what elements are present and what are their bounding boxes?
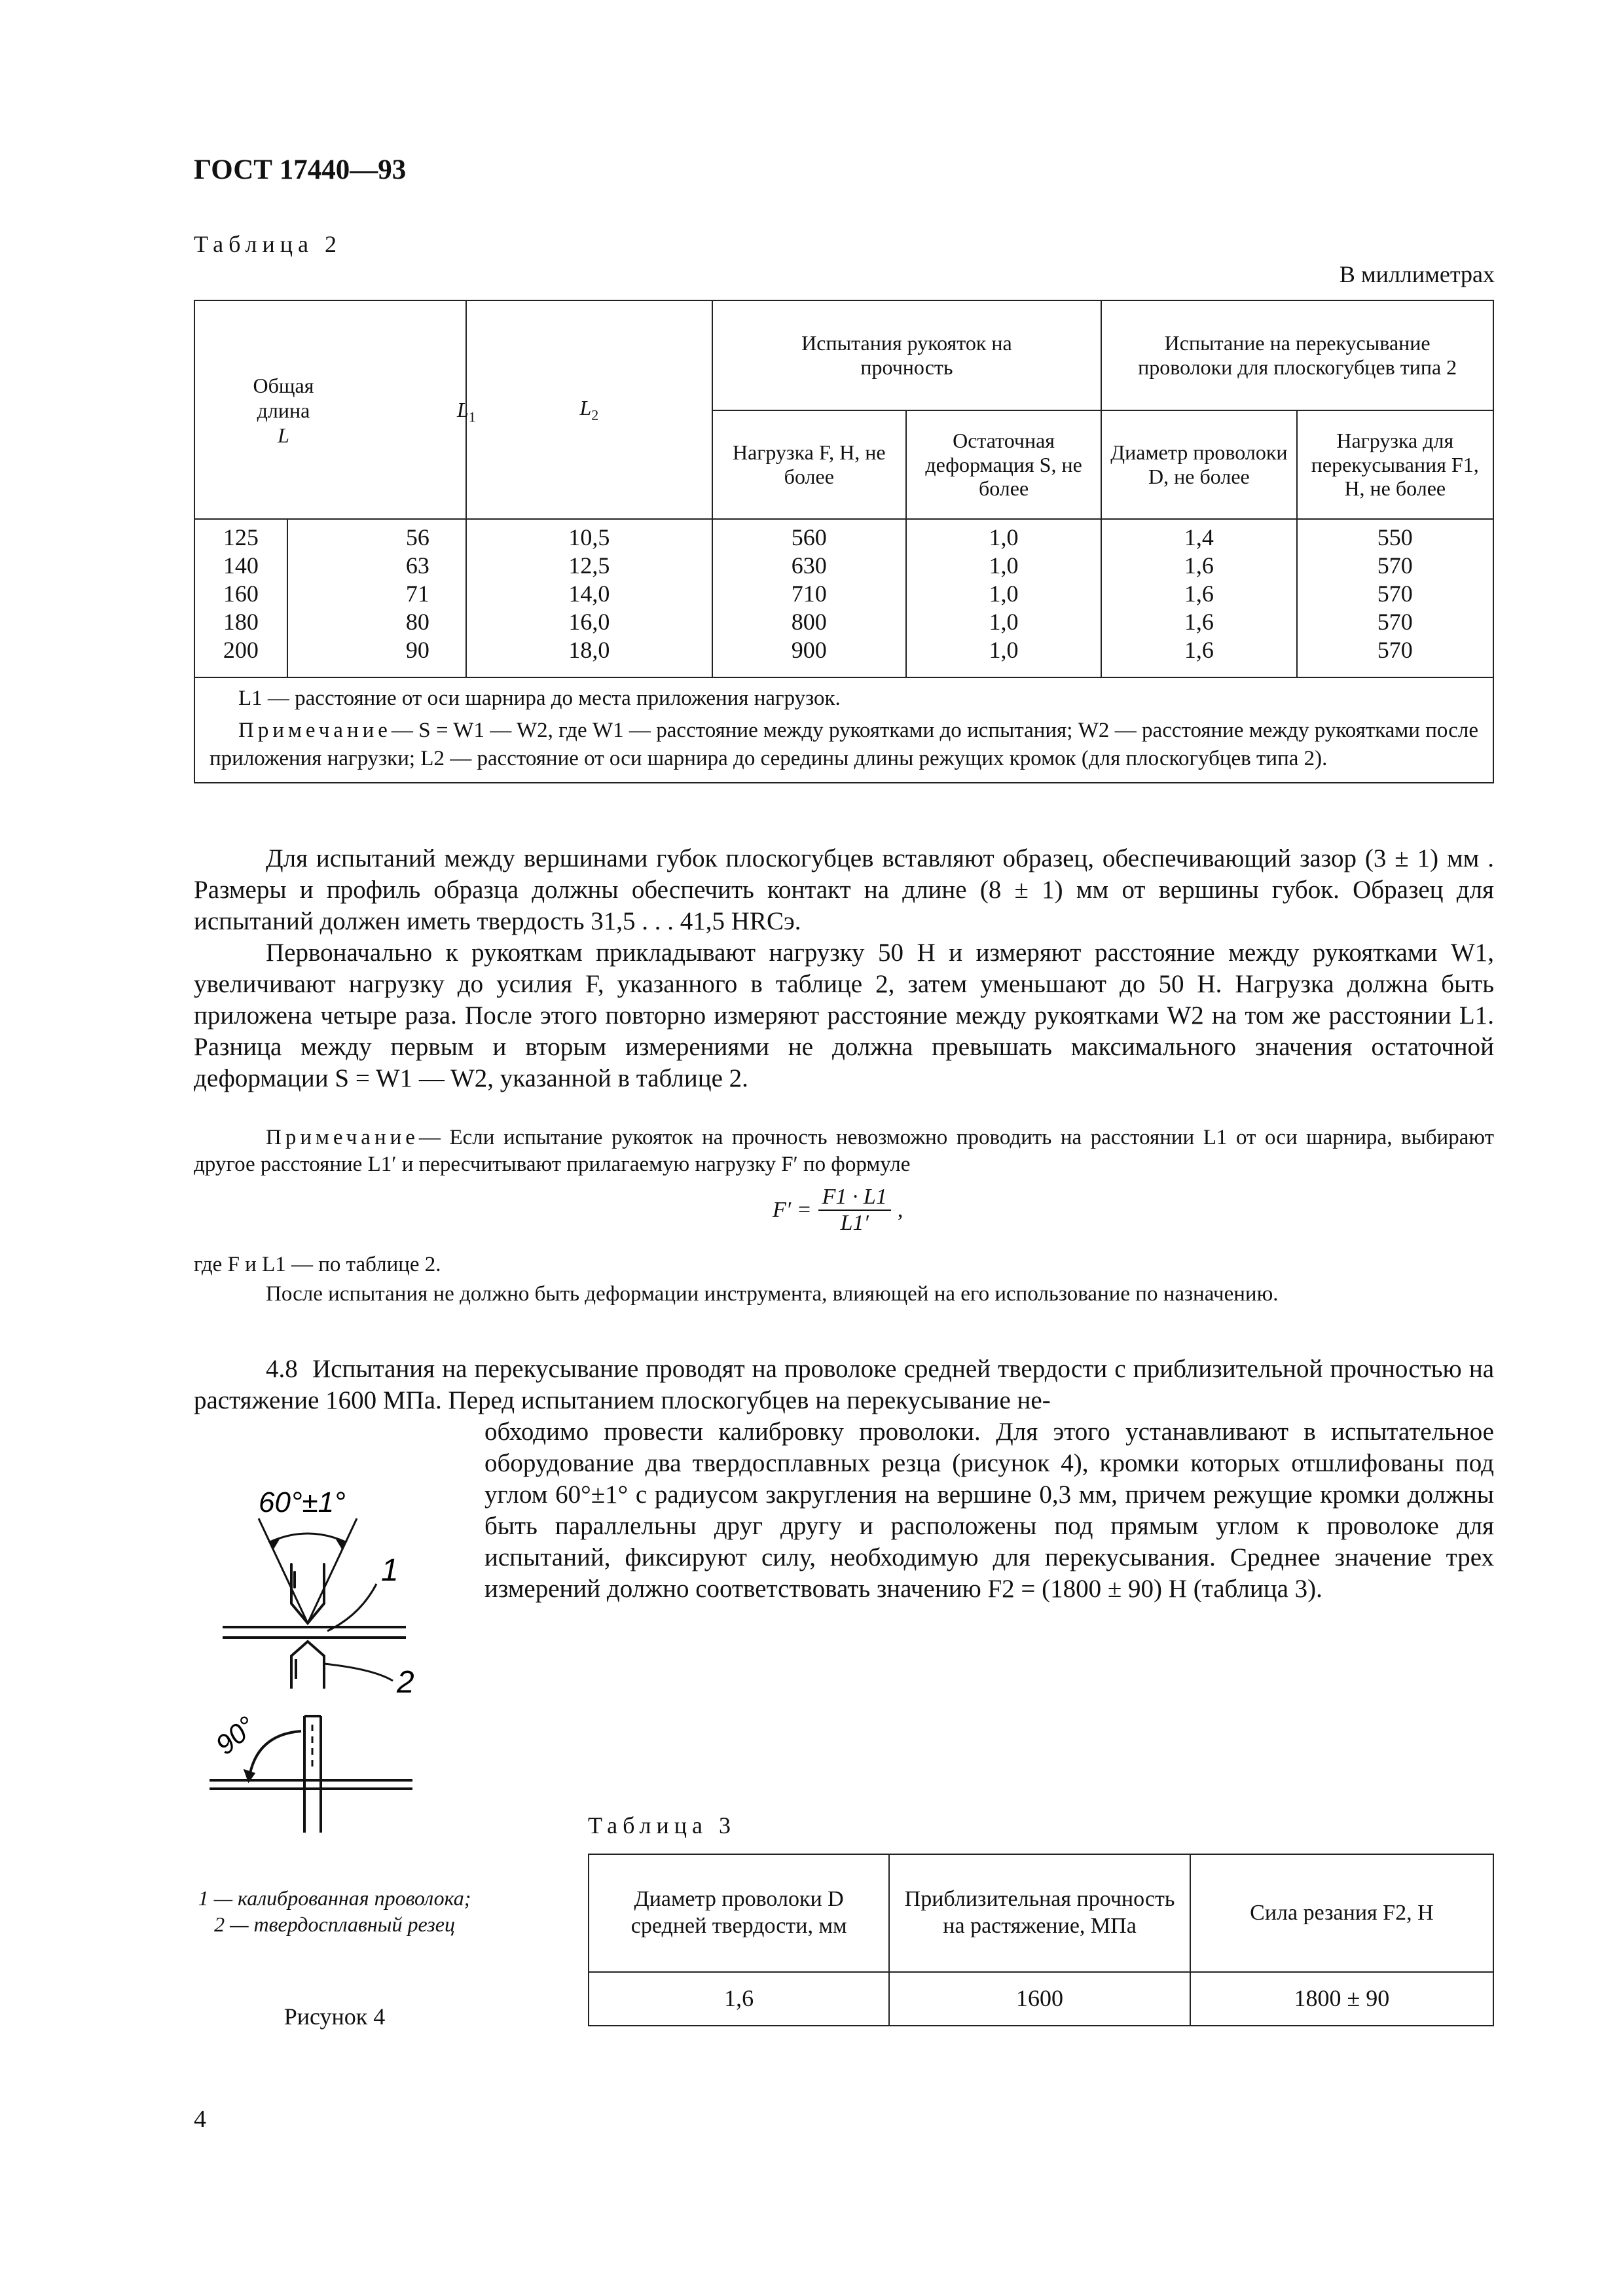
wire xyxy=(223,1627,406,1638)
cell: 200 xyxy=(223,637,259,663)
cell: 1,0 xyxy=(989,609,1019,635)
cell: 900 xyxy=(791,637,827,663)
cell: 12,5 xyxy=(568,552,610,579)
cell: 71 xyxy=(405,581,429,607)
cell: 1,6 xyxy=(1184,581,1214,607)
cell: 10,5 xyxy=(568,524,610,550)
cell: 710 xyxy=(791,581,827,607)
cell: 1,6 xyxy=(1184,552,1214,579)
table3-caption: Таблица 3 xyxy=(588,1812,736,1839)
paragraph-4-8: 4.8 Испытания на перекусывание проводят на проволоке средней твердости с приблизительной прочностью на растяжение 1600 МПа. Перед испытанием плоскогубцев на перекусывание не- xyxy=(194,1355,1495,1414)
bottom-cutter xyxy=(291,1641,324,1689)
note-l1: L1 — расстояние от оси шарнира до места приложения нагрузок. xyxy=(238,687,841,710)
paragraph-sample: Для испытаний между вершинами губок плоскогубцев вставляют образец, обеспечивающий зазор (3 ± 1) мм . Размеры и профиль образца должны обеспечить контакт на длине (8 ± 1) мм от вершины губок. Образец для испытаний должен иметь твердость 31,5 . . . 41,5 HRCэ. xyxy=(194,844,1494,935)
note-alternative-distance: Примечание— Если испытание рукояток на прочность невозможно проводить на расстоянии L1 от оси шарнира, выбирают другое расстояние L1′ и пересчитывают прилагаемую нагрузку F′ по формуле xyxy=(194,1126,1494,1176)
table2-units: В миллиметрах xyxy=(1339,261,1495,287)
page-number: 4 xyxy=(194,2106,206,2133)
cell: 140 xyxy=(223,552,259,579)
figure4-title: Рисунок 4 xyxy=(283,2003,386,2030)
angle-top-label: 60°±1° xyxy=(259,1486,346,1518)
cell: 1,6 xyxy=(589,1972,889,2026)
figure4-caption: 1 — калиброванная проволока; 2 — твердосплавный резец xyxy=(198,1886,471,1936)
cell: 80 xyxy=(405,609,429,635)
cell: 1,4 xyxy=(1184,524,1214,550)
paragraph-load-procedure: Первоначально к рукояткам прикладывают нагрузку 50 Н и измеряют расстояние между рукоятками W1, увеличивают нагрузку до усилия F, указанного в таблице 2, затем уменьшают до 50 Н. Нагрузка должна быть приложена четыре раза. После этого повторно измеряют расстояние между рукоятками W2 на том же расстоянии L1. Разница между первым и вторым измерениями не должна превышать максимального значения остаточной деформации S = W1 — W2, указанной в таблице 2. xyxy=(194,939,1494,1092)
cell: 180 xyxy=(223,609,259,635)
header-total-length: Общая длина xyxy=(253,374,314,422)
table3 xyxy=(588,1854,1494,2026)
cell: 18,0 xyxy=(568,637,610,663)
header-total-length-symbol: L xyxy=(278,423,289,447)
cell: 56 xyxy=(405,524,429,550)
header-cut-load: Нагрузка для перекусывания F1, Н, не более xyxy=(1297,410,1493,519)
header-residual: Остаточная деформация S, не более xyxy=(906,410,1101,519)
formula-numerator: F1 · L1 xyxy=(818,1185,891,1211)
cell: 800 xyxy=(791,609,827,635)
cell: 570 xyxy=(1377,552,1413,579)
leader-lines xyxy=(324,1584,393,1681)
table2-caption: Таблица 2 xyxy=(194,231,342,257)
formula-lhs: F′ = xyxy=(773,1198,812,1222)
cell: 1,0 xyxy=(989,581,1019,607)
cell: 1,0 xyxy=(989,637,1019,663)
cell: 1,0 xyxy=(989,524,1019,550)
cell: 1,6 xyxy=(1184,637,1214,663)
angle-marks xyxy=(259,1518,357,1623)
cell: 90 xyxy=(405,637,429,663)
cell: 630 xyxy=(791,552,827,579)
table3-row xyxy=(589,1972,1493,2026)
cell: 560 xyxy=(791,524,827,550)
formula-where: где F и L1 — по таблице 2. xyxy=(194,1253,441,1276)
cell: 125 xyxy=(223,524,259,550)
callout-2: 2 xyxy=(397,1665,414,1700)
header-l2: $L_2$ xyxy=(466,300,712,519)
table2-notes xyxy=(194,677,1493,783)
cell: 160 xyxy=(223,581,259,607)
header-total-length-l1 xyxy=(194,300,476,519)
top-cutter xyxy=(291,1564,324,1623)
paragraph-4-8-continued: обходимо провести калибровку проволоки. Для этого устанавливают в испытательное оборудование два твердосплавных резца (рисунок 4), кромки которых отшлифованы под углом 60°±1° с радиусом закругления на вершине 0,3 мм, причем режущие кромки должны быть параллельны друг другу и расположены под прямым углом к проволоке для испытаний, фиксируют силу, необходимую для перекусывания. Среднее значение трех измерений должно соответствовать значению F2 = (1800 ± 90) Н (таблица 3). xyxy=(484,1418,1494,1603)
header-handles-group: Испытания рукояток на прочность xyxy=(712,300,1102,410)
cell: 1,0 xyxy=(989,552,1019,579)
header-diameter: Диаметр проволоки D, не более xyxy=(1101,410,1296,519)
figure4-drawing xyxy=(196,1460,471,1865)
formula-tail: , xyxy=(897,1198,903,1222)
cell: 550 xyxy=(1377,524,1413,550)
table2 xyxy=(194,300,1494,783)
formula xyxy=(773,1185,903,1236)
section-number: 4.8 xyxy=(266,1355,298,1383)
cell: 63 xyxy=(405,552,429,579)
callout-1: 1 xyxy=(381,1553,399,1588)
angle-side-label: 90° xyxy=(210,1710,262,1761)
cell: 570 xyxy=(1377,581,1413,607)
cell: 570 xyxy=(1377,637,1413,663)
note-s-formula: Примечание— S = W1 — W2, где W1 — расстояние между рукоятками до испытания; W2 — расстояние между рукоятками после приложения нагрузки; L2 — расстояние от оси шарнира до середины длины режущих кромок (для плоскогубцев типа 2). xyxy=(210,719,1478,770)
table3-header: Сила резания F2, Н xyxy=(1190,1854,1493,1972)
cell: 1,6 xyxy=(1184,609,1214,635)
cell: 16,0 xyxy=(568,609,610,635)
header-cutting-group: Испытание на перекусывание проволоки для плоскогубцев типа 2 xyxy=(1101,300,1493,410)
cell: 1800 ± 90 xyxy=(1190,1972,1493,2026)
document-header: ГОСТ 17440—93 xyxy=(194,154,407,185)
formula-denominator: L1′ xyxy=(840,1211,869,1235)
table2-data-row xyxy=(194,519,1493,677)
paragraph-no-deformation: После испытания не должно быть деформации инструмента, влияющей на его использование по назначению. xyxy=(266,1282,1279,1306)
cell: 14,0 xyxy=(568,581,610,607)
cell: 1600 xyxy=(889,1972,1190,2026)
table3-header: Диаметр проволоки D средней твердости, мм xyxy=(589,1854,889,1972)
header-l1: $L_1$ xyxy=(457,398,476,425)
cell: 570 xyxy=(1377,609,1413,635)
table3-header: Приблизительная прочность на растяжение, МПа xyxy=(889,1854,1190,1972)
header-load: Нагрузка F, Н, не более xyxy=(712,410,906,519)
